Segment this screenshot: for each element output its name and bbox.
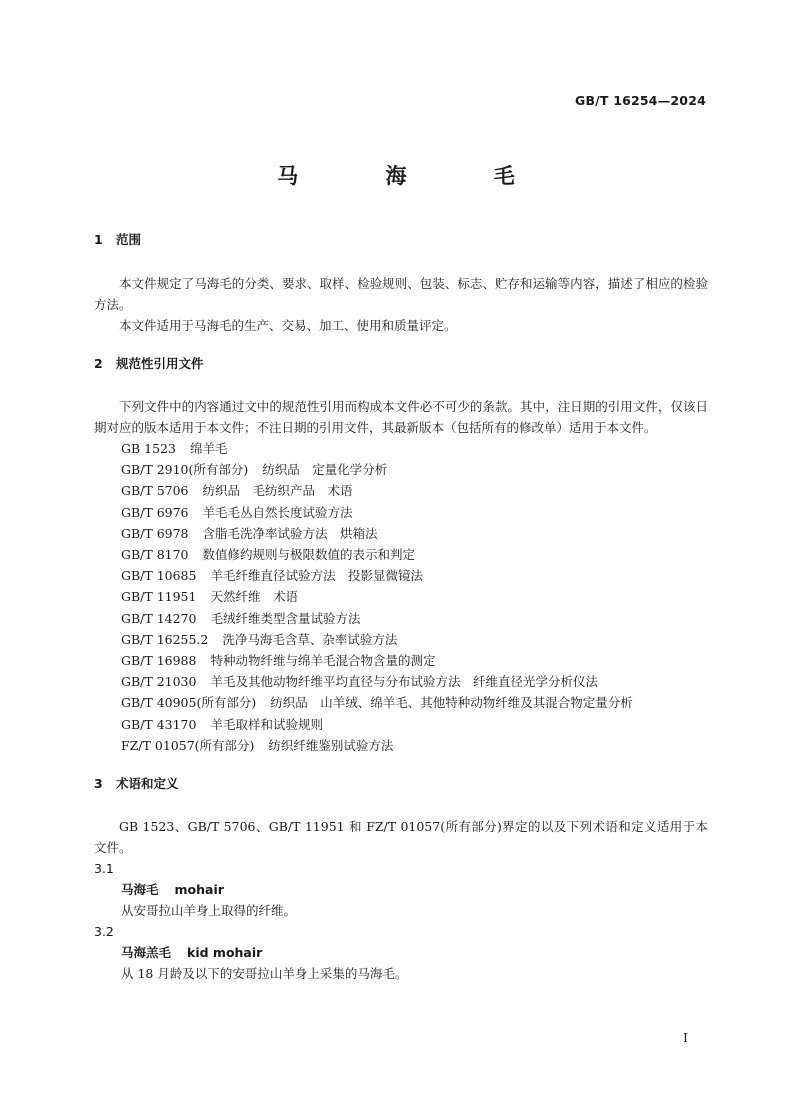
term-definition: 从安哥拉山羊身上取得的纤维。 [121,903,297,919]
reference-code: GB 1523 [121,441,176,456]
reference-title: 纺织品 毛纺织产品 术语 [202,483,353,499]
reference-item [94,438,708,459]
section-scope [94,230,708,336]
reference-title: 羊毛取样和试验规则 [210,716,323,732]
term-number: 3.2 [94,924,114,940]
section-terms-definitions [94,774,708,984]
paragraph: 本文件规定了马海毛的分类、要求、取样、检验规则、包装、标志、贮存和运输等内容，描述了相应的检验方法。 [94,276,708,312]
reference-title: 纺织品 定量化学分析 [262,462,388,478]
section-title: 术语和定义 [116,776,179,792]
term-zh: 马海羔毛 [121,945,172,961]
reference-item [94,586,708,607]
reference-item [94,714,708,735]
reference-title: 羊毛毛丛自然长度试验方法 [202,504,353,520]
reference-item [94,629,708,650]
reference-code: GB/T 16255.2 [121,631,209,647]
section-heading [94,230,708,250]
reference-title: 数值修约规则与极限数值的表示和判定 [202,547,416,563]
reference-item [94,671,708,692]
reference-item [94,459,708,480]
reference-title: 纺织品 山羊绒、绵羊毛、其他特种动物纤维及其混合物定量分析 [270,695,633,711]
reference-code: GB/T 14270 [121,610,197,626]
reference-item [94,608,708,629]
section-number: 1 [94,232,103,247]
reference-code: GB/T 2910(所有部分) [121,462,249,478]
reference-title: 羊毛纤维直径试验方法 投影显微镜法 [210,568,423,584]
reference-title: 毛绒纤维类型含量试验方法 [210,610,361,626]
section-title: 规范性引用文件 [116,356,204,371]
section-normative-references [94,354,708,756]
section-number: 3 [94,776,103,792]
reference-code: GB/T 10685 [121,568,197,584]
reference-code: GB/T 16988 [121,653,197,669]
reference-code: GB/T 43170 [121,716,197,732]
reference-item [94,544,708,565]
reference-item [94,692,708,713]
term-definition: 从 18 月龄及以下的安哥拉山羊身上采集的马海毛。 [121,966,408,982]
reference-title: 绵羊毛 [189,441,228,456]
reference-item [94,565,708,586]
reference-title: 洗净马海毛含草、杂率试验方法 [222,631,398,647]
reference-item [94,735,708,756]
reference-code: GB/T 40905(所有部分) [121,695,257,711]
term-zh: 马海毛 [121,882,159,898]
reference-code: GB/T 11951 [121,589,197,605]
reference-code: GB/T 6976 [121,504,189,520]
page-number: I [683,1030,688,1045]
document-body [94,230,708,984]
standard-code: GB/T 16254—2024 [574,93,706,108]
document-title: 马 海 毛 [277,164,555,188]
reference-code: GB/T 5706 [121,483,189,499]
section-heading [94,774,708,794]
reference-code: GB/T 8170 [121,547,189,563]
section-title: 范围 [116,232,142,247]
reference-code: GB/T 21030 [121,674,197,690]
section-heading [94,354,708,374]
paragraph: GB 1523、GB/T 5706、GB/T 11951 和 FZ/T 01057(所有部分)界定的以及下列术语和定义适用于本文件。 [94,819,708,856]
reference-title: 含脂毛洗净率试验方法 烘箱法 [202,525,378,541]
reference-code: FZ/T 01057(所有部分) [121,737,255,753]
reference-code: GB/T 6978 [121,525,189,541]
term-en: mohair [174,882,224,898]
reference-title: 羊毛及其他动物纤维平均直径与分布试验方法 纤维直径光学分析仪法 [210,674,598,690]
reference-title: 特种动物纤维与绵羊毛混合物含量的测定 [210,653,436,669]
term-heading [94,942,708,963]
paragraph: 本文件适用于马海毛的生产、交易、加工、使用和质量评定。 [119,318,457,333]
term-heading [94,879,708,900]
reference-list [94,438,708,756]
reference-item [94,650,708,671]
term-number: 3.1 [94,861,114,877]
paragraph: 下列文件中的内容通过文中的规范性引用而构成本文件必不可少的条款。其中，注日期的引用文件，仅该日期对应的版本适用于本文件；不注日期的引用文件，其最新版本（包括所有的修改单）适用于本文件。 [94,399,708,435]
reference-title: 纺织纤维鉴别试验方法 [268,737,394,753]
term-en: kid mohair [187,945,263,961]
section-number: 2 [94,356,103,371]
reference-title: 天然纤维 术语 [210,589,298,605]
reference-item [94,502,708,523]
reference-item [94,523,708,544]
reference-item [94,480,708,501]
